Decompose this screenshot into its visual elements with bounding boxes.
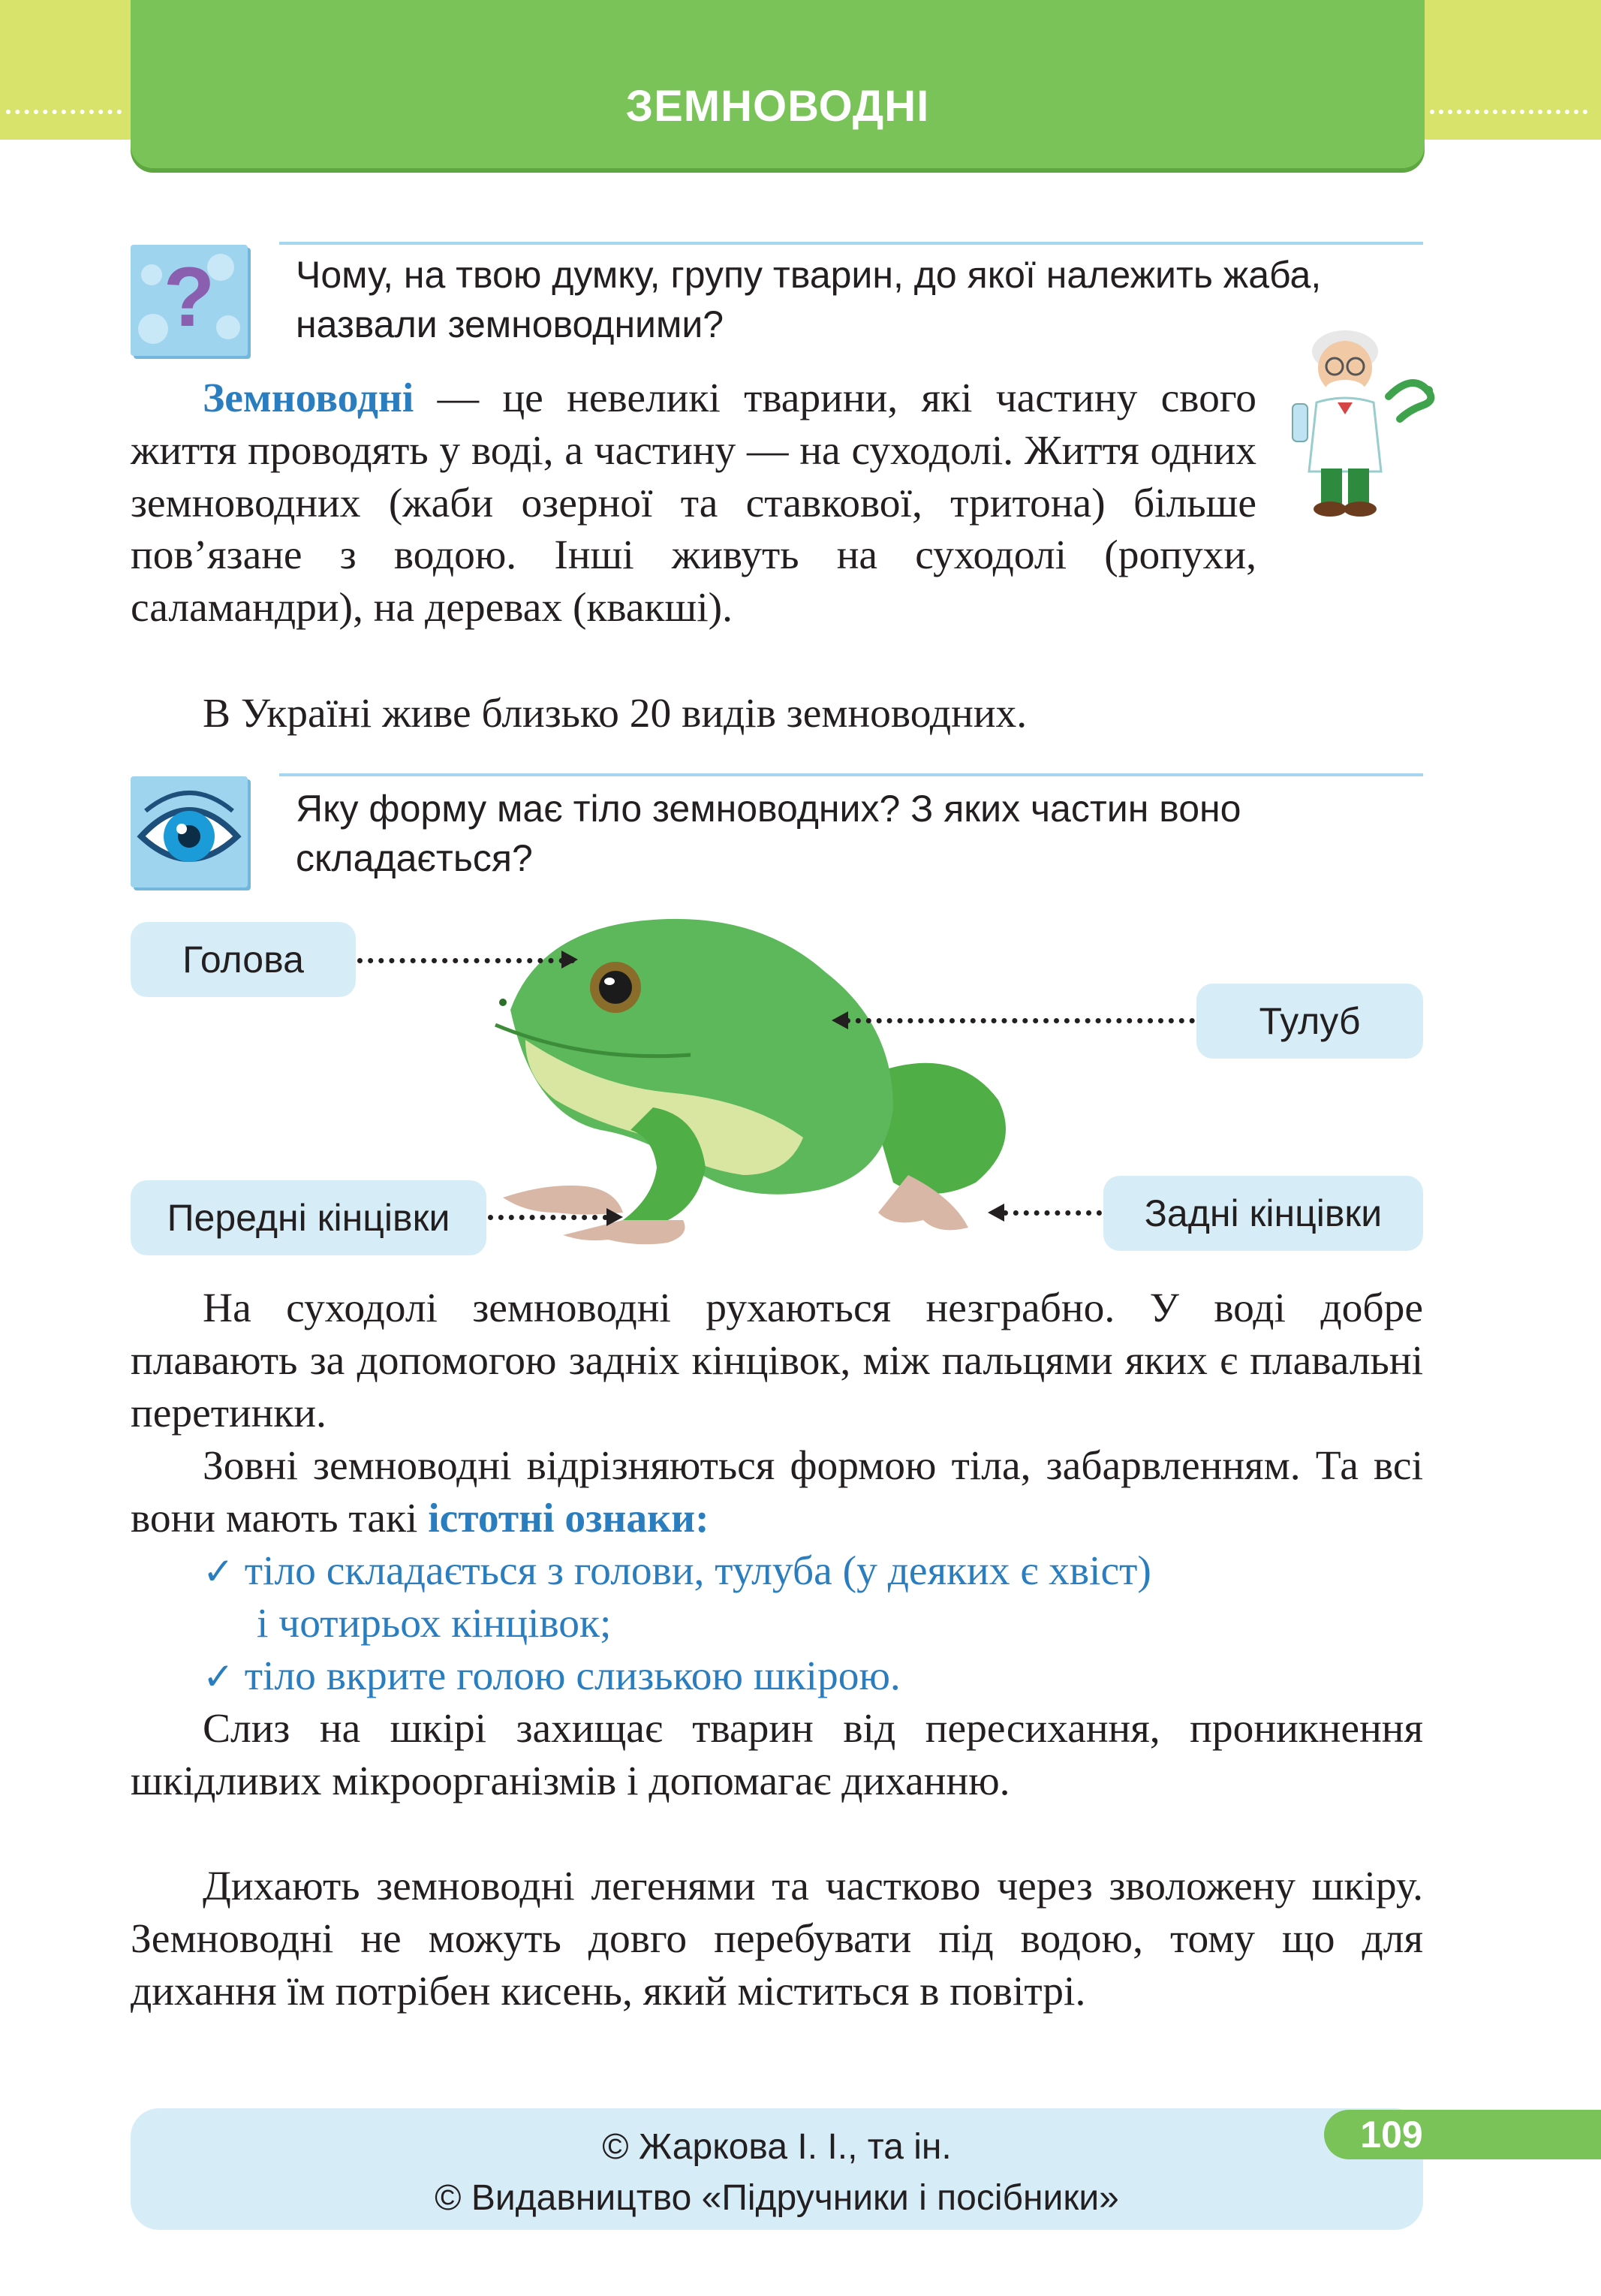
professor-illustration: [1276, 321, 1456, 524]
label-front-limbs: Передні кінцівки: [131, 1180, 486, 1255]
header-dots-right: [1430, 110, 1587, 114]
copyright-authors: © Жаркова І. І., та ін.: [602, 2127, 952, 2167]
checklist-item: ✓ тіло складається з голови, тулуба (у деяких є хвіст): [203, 1548, 1151, 1594]
breathing-paragraph: Дихають земноводні легенями та частково через зволожену шкіру. Земноводні не можуть довго перебувати під водою, тому що для дихання їм потрібен кисень, який міститься в повітрі.: [131, 1864, 1423, 2014]
intro-paragraph: Земноводні — це невеликі тварини, які частину свого життя проводять у воді, а частину — на суходолі. Життя одних земноводних (жаби озерної та ставкової, тритона) більше пов’язане з водою. Інші живуть на суходолі (ропухи, саламандри), на деревах (квакші).: [131, 375, 1256, 631]
movement-paragraph: На суходолі земноводні рухаються незграбно. У воді добре плавають за допомогою задніх кінцівок, між пальцями яких є плавальні перетинки.: [131, 1285, 1423, 1436]
question-rule: [279, 242, 1423, 245]
checklist-item: ✓ тіло вкрите голою слизькою шкірою.: [203, 1653, 901, 1699]
observe-icon: [131, 776, 248, 887]
copyright-box: [131, 2108, 1423, 2230]
arrowhead-icon: [832, 1011, 848, 1029]
arrowhead-icon: [606, 1208, 623, 1226]
pointer-head: [357, 958, 575, 963]
question-icon: [131, 245, 248, 356]
header-dots-left: [6, 110, 122, 114]
page-title: ЗЕМНОВОДНІ: [625, 82, 930, 131]
pointer-front-limbs: [488, 1215, 608, 1220]
eye-icon: [131, 776, 248, 887]
question-text: Чому, на твою думку, групу тварин, до якої належить жаба, назвали земноводними?: [296, 254, 1322, 345]
svg-text:?: ?: [163, 250, 215, 344]
scientist-icon: [1276, 321, 1456, 524]
arrowhead-icon: [988, 1204, 1004, 1222]
arrowhead-icon: [561, 951, 578, 969]
checkmark-icon: ✓: [203, 1550, 234, 1593]
label-body: Тулуб: [1196, 984, 1423, 1059]
question-rule: [279, 773, 1423, 776]
pointer-body: [845, 1018, 1195, 1023]
question-text: Яку форму має тіло земноводних? З яких частин воно складається?: [296, 788, 1241, 879]
header-tab: [131, 0, 1425, 168]
features-paragraph: Зовні земноводні відрізняються формою тіла, забарвленням. Та всі вони мають такі істотні ознаки:: [131, 1443, 1423, 1541]
page-number: 109: [1360, 2114, 1423, 2156]
checkmark-icon: ✓: [203, 1655, 234, 1698]
copyright-publisher: © Видавництво «Підручники і посібники»: [435, 2178, 1119, 2218]
checklist-item-continuation: і чотирьох кінцівок;: [257, 1601, 612, 1647]
term-essential-features: істотні ознаки:: [428, 1495, 709, 1541]
label-head: Голова: [131, 922, 356, 997]
mucus-paragraph: Слиз на шкірі захищає тварин від пересихання, проникнення шкідливих мікроорганізмів і допомагає диханню.: [131, 1706, 1423, 1804]
label-hind-limbs: Задні кінцівки: [1103, 1176, 1423, 1251]
question-mark-icon: [131, 245, 248, 356]
pointer-hind-limbs: [1003, 1210, 1102, 1216]
species-count-paragraph: В Україні живе близько 20 видів земноводних.: [203, 691, 1028, 737]
term-amphibians: Земноводні: [203, 375, 414, 421]
